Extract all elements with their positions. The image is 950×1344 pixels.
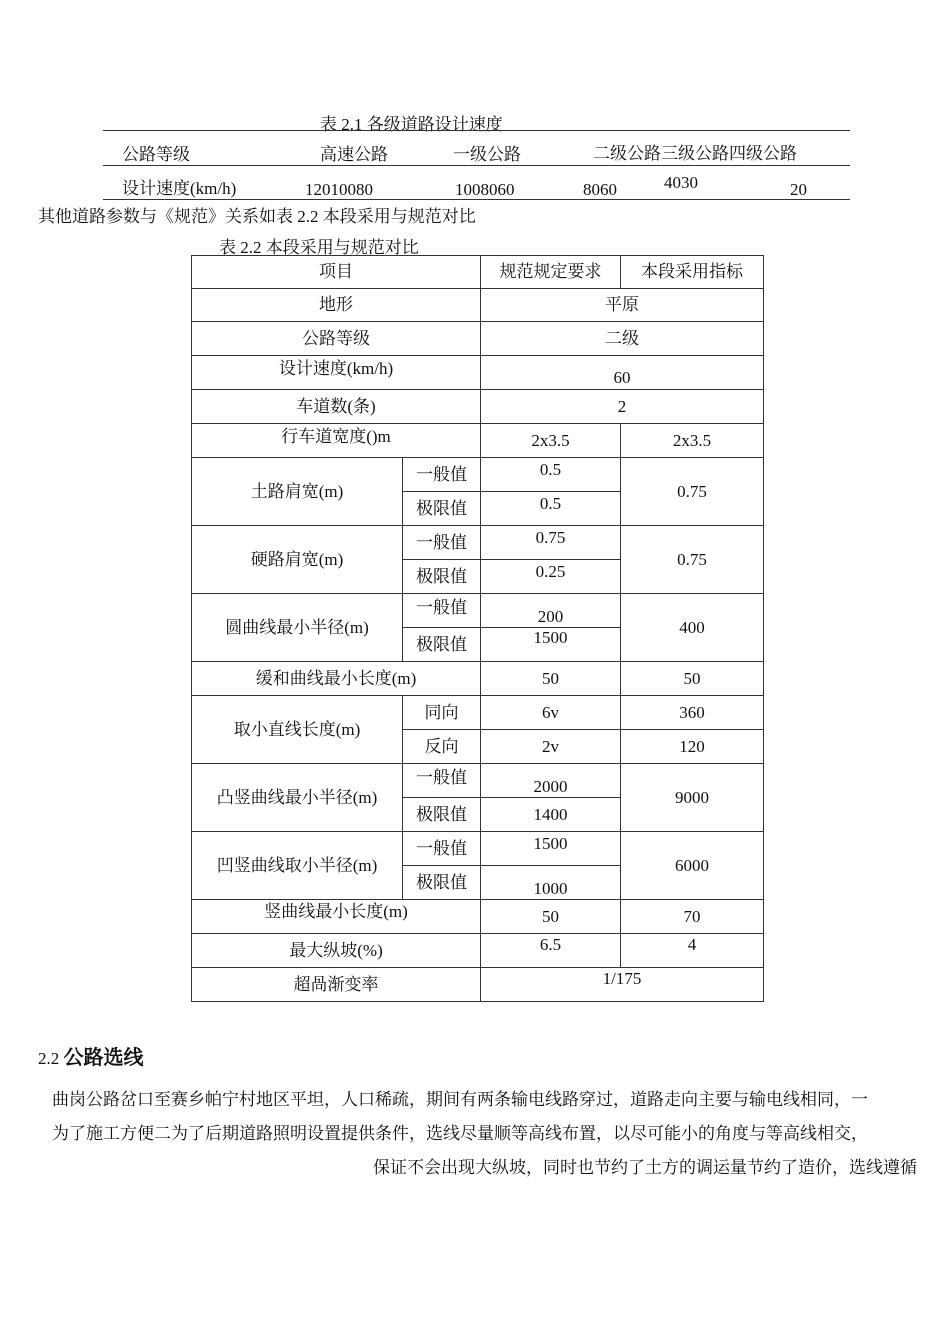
table-row <box>192 832 764 866</box>
section-heading <box>38 1041 144 1070</box>
table-2-1-header-expressway: 高速公路 <box>320 145 388 164</box>
superelevation-label: 超咼渐变率 <box>192 968 481 1002</box>
circle-radius-spec1: 200 <box>481 594 621 628</box>
crest-sub1: 一般值 <box>403 764 481 798</box>
sag-sub2: 极限值 <box>403 866 481 900</box>
table-row <box>192 900 764 934</box>
transition-spec: 50 <box>481 662 621 696</box>
vc-length-adopted: 70 <box>621 900 764 934</box>
table-row <box>192 526 764 560</box>
table-2-2-caption: 表 2.2 本段采用与规范对比 <box>219 238 419 257</box>
sag-sub1: 一般值 <box>403 832 481 866</box>
paragraph-line-1: 曲岗公路岔口至赛乡帕宁村地区平坦，人口稀疏，期间有两条输电线路穿过，道路走向主要与输电线相同，一 <box>52 1090 868 1109</box>
vc-length-spec: 50 <box>481 900 621 934</box>
circle-radius-sub1: 一般值 <box>403 594 481 628</box>
tangent-adopted2: 120 <box>621 730 764 764</box>
terrain-label: 地形 <box>192 289 481 322</box>
circle-radius-sub2: 极限值 <box>403 628 481 662</box>
section-title: 公路选线 <box>63 1045 144 1069</box>
grade-label: 公路等级 <box>192 322 481 356</box>
table-row <box>192 458 764 492</box>
soil-shoulder-spec2: 0.5 <box>481 492 621 526</box>
transition-label: 缓和曲线最小长度(m) <box>192 662 481 696</box>
soil-shoulder-sub2: 极限值 <box>403 492 481 526</box>
hard-shoulder-label: 硬路肩宽(m) <box>192 526 403 594</box>
soil-shoulder-label: 土路肩宽(m) <box>192 458 403 526</box>
table-row <box>192 424 764 458</box>
table-row <box>192 594 764 628</box>
lane-width-adopted: 2x3.5 <box>621 424 764 458</box>
header-adopted: 本段采用指标 <box>621 256 764 289</box>
hard-shoulder-sub1: 一般值 <box>403 526 481 560</box>
table-row <box>192 968 764 1002</box>
tangent-label: 取小直线长度(m) <box>192 696 403 764</box>
lanes-label: 车道数(条) <box>192 390 481 424</box>
max-grade-spec: 6.5 <box>481 934 621 968</box>
tangent-adopted1: 360 <box>621 696 764 730</box>
section-number: 2.2 <box>38 1049 60 1068</box>
soil-shoulder-adopted: 0.75 <box>621 458 764 526</box>
table-row <box>192 764 764 798</box>
max-grade-adopted: 4 <box>621 934 764 968</box>
circle-radius-label: 圆曲线最小半径(m) <box>192 594 403 662</box>
sag-adopted: 6000 <box>621 832 764 900</box>
table-row <box>192 934 764 968</box>
hard-shoulder-sub2: 极限值 <box>403 560 481 594</box>
intro-text: 其他道路参数与《规范》关系如表 2.2 本段采用与规范对比 <box>38 207 476 226</box>
table-2-1-value-class3: 4030 <box>664 173 698 192</box>
table-2-1-bottom-rule <box>103 199 850 200</box>
tangent-sub1: 同向 <box>403 696 481 730</box>
circle-radius-adopted: 400 <box>621 594 764 662</box>
tangent-sub2: 反向 <box>403 730 481 764</box>
crest-label: 凸竖曲线最小半径(m) <box>192 764 403 832</box>
transition-adopted: 50 <box>621 662 764 696</box>
sag-label: 凹竖曲线取小半径(m) <box>192 832 403 900</box>
crest-adopted: 9000 <box>621 764 764 832</box>
speed-label: 设计速度(km/h) <box>192 356 481 390</box>
table-2-1-value-class4: 20 <box>790 180 807 199</box>
lane-width-label: 行车道宽度()m <box>192 424 481 458</box>
table-2-1-value-expressway: 12010080 <box>305 180 373 199</box>
sag-spec2: 1000 <box>481 866 621 900</box>
table-row <box>192 356 764 390</box>
lane-width-spec: 2x3.5 <box>481 424 621 458</box>
lanes-value: 2 <box>481 390 764 424</box>
hard-shoulder-adopted: 0.75 <box>621 526 764 594</box>
crest-spec1: 2000 <box>481 764 621 798</box>
table-row <box>192 256 764 289</box>
table-row <box>192 322 764 356</box>
vc-length-label: 竖曲线最小长度(m) <box>192 900 481 934</box>
max-grade-label: 最大纵坡(%) <box>192 934 481 968</box>
paragraph-line-2: 为了施工方便二为了后期道路照明设置提供条件，选线尽量顺等高线布置，以尽可能小的角度与等高线相交， <box>52 1124 868 1143</box>
table-2-1-row-label: 设计速度(km/h) <box>122 179 237 198</box>
crest-sub2: 极限值 <box>403 798 481 832</box>
table-row <box>192 289 764 322</box>
tangent-spec2: 2v <box>481 730 621 764</box>
table-2-1-mid-rule <box>103 165 850 166</box>
circle-radius-spec2: 1500 <box>481 628 621 662</box>
superelevation-value: 1/175 <box>481 968 764 1002</box>
crest-spec2: 1400 <box>481 798 621 832</box>
table-2-1-header-class234: 二级公路三级公路四级公路 <box>593 144 797 163</box>
table-row <box>192 390 764 424</box>
table-2-1-value-class1: 1008060 <box>455 180 515 199</box>
table-2-1-header-grade: 公路等级 <box>122 145 190 164</box>
table-2-1-top-rule <box>103 130 850 131</box>
soil-shoulder-spec1: 0.5 <box>481 458 621 492</box>
speed-value: 60 <box>481 356 764 390</box>
paragraph-line-3: 保证不会出现大纵坡，同时也节约了土方的调运量节约了造价，选线遵循 <box>373 1158 917 1177</box>
sag-spec1: 1500 <box>481 832 621 866</box>
soil-shoulder-sub1: 一般值 <box>403 458 481 492</box>
header-item: 项目 <box>192 256 481 289</box>
tangent-spec1: 6v <box>481 696 621 730</box>
hard-shoulder-spec1: 0.75 <box>481 526 621 560</box>
header-spec: 规范规定要求 <box>481 256 621 289</box>
grade-value: 二级 <box>481 322 764 356</box>
table-2-1-header-class1: 一级公路 <box>453 145 521 164</box>
table-row <box>192 662 764 696</box>
table-row <box>192 696 764 730</box>
table-2-2 <box>191 255 764 1002</box>
table-2-1-value-class2: 8060 <box>583 180 617 199</box>
hard-shoulder-spec2: 0.25 <box>481 560 621 594</box>
table-2-1-caption: 表 2.1 各级道路设计速度 <box>320 115 503 134</box>
terrain-value: 平原 <box>481 289 764 322</box>
